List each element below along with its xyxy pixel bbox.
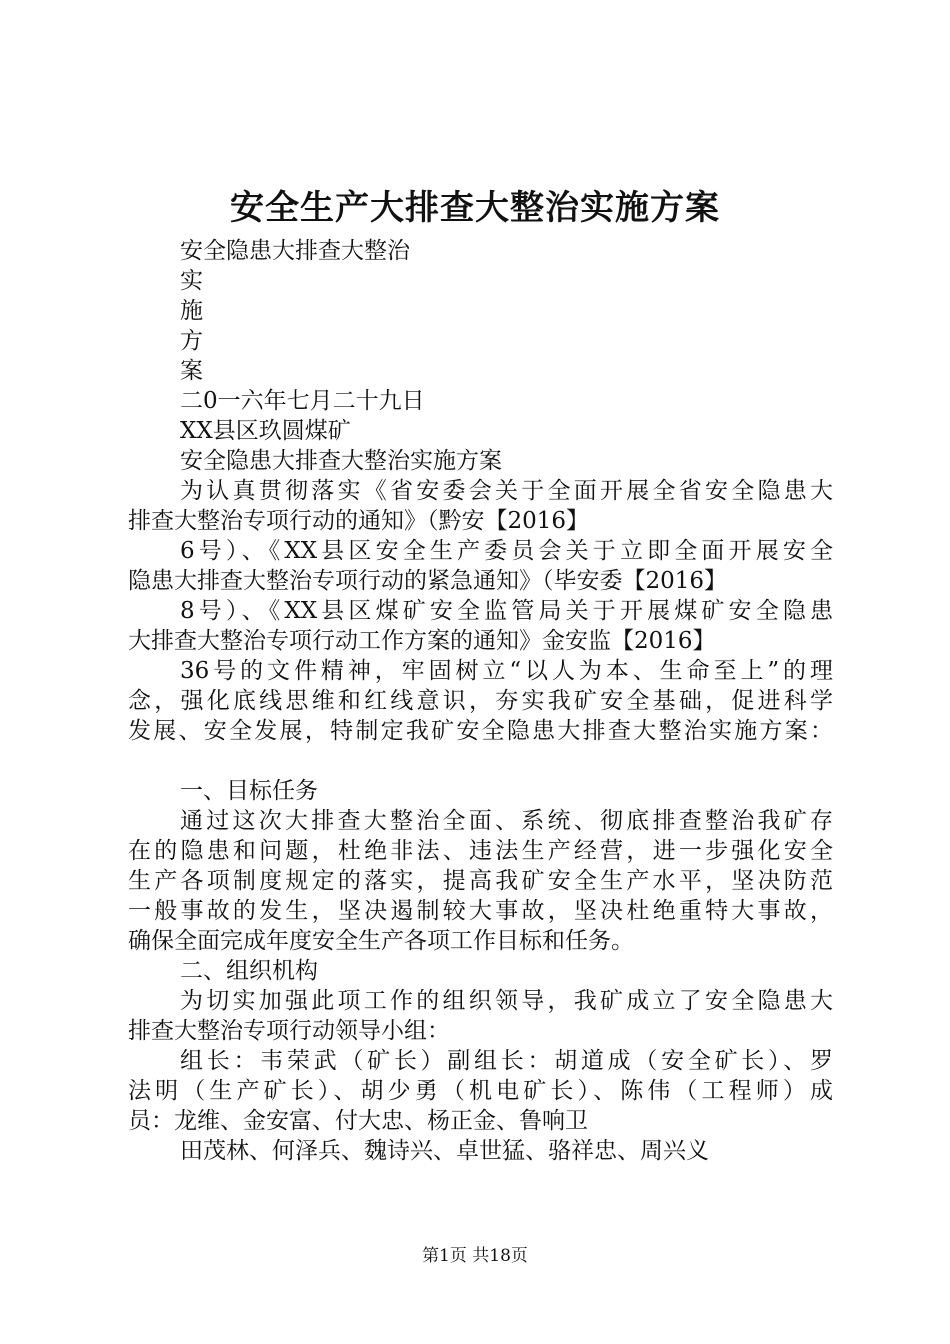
- section1-line: 一般事故的发生，坚决遏制较大事故，坚决杜绝重特大事故，: [128, 898, 833, 924]
- section2-line: 员：龙维、金安富、付大忠、杨正金、鲁响卫: [128, 1108, 588, 1134]
- intro-line: 6号）、《XX县区安全生产委员会关于立即全面开展安全: [180, 538, 833, 564]
- intro-line: 大排查大整治专项行动工作方案的通知》金安监【2016】: [128, 628, 716, 654]
- cover-line: 安全隐患大排查大整治: [180, 238, 410, 264]
- section1-line: 在的隐患和问题，杜绝非法、违法生产经营，进一步强化安全: [128, 838, 833, 864]
- cover-line: 施: [180, 298, 203, 324]
- document-title: 安全生产大排查大整治实施方案: [230, 188, 720, 228]
- intro-line: 念，强化底线思维和红线意识，夯实我矿安全基础，促进科学: [128, 688, 833, 714]
- cover-date: 二0一六年七月二十九日: [180, 388, 425, 414]
- section1-line: 确保全面完成年度安全生产各项工作目标和任务。: [128, 928, 634, 954]
- section2-line: 田茂林、何泽兵、魏诗兴、卓世猛、骆祥忠、周兴义: [180, 1138, 709, 1164]
- cover-line: 方: [180, 328, 203, 354]
- cover-subtitle: 安全隐患大排查大整治实施方案: [180, 448, 502, 474]
- intro-line: 36号的文件精神，牢固树立“以人为本、生命至上”的理: [180, 658, 833, 684]
- cover-line: 案: [180, 358, 203, 384]
- intro-line: 排查大整治专项行动的通知》（黔安【2016】: [128, 508, 590, 534]
- section1-line: 生产各项制度规定的落实，提高我矿安全生产水平，坚决防范: [128, 868, 833, 894]
- cover-organization: XX县区玖圆煤矿: [180, 418, 351, 444]
- section2-line: 为切实加强此项工作的组织领导，我矿成立了安全隐患大: [180, 988, 833, 1014]
- section-heading-organization: 二、组织机构: [180, 958, 318, 984]
- section2-line: 排查大整治专项行动领导小组：: [128, 1018, 450, 1044]
- section2-line: 组长：韦荣武（矿长）副组长：胡道成（安全矿长）、罗: [180, 1048, 833, 1074]
- intro-line: 隐患大排查大整治专项行动的紧急通知》（毕安委【2016】: [128, 568, 728, 594]
- section1-line: 通过这次大排查大整治全面、系统、彻底排查整治我矿存: [180, 808, 833, 834]
- paragraph-gap: [128, 746, 833, 776]
- intro-line: 8号）、《XX县区煤矿安全监管局关于开展煤矿安全隐患: [180, 598, 833, 624]
- intro-line: 发展、安全发展，特制定我矿安全隐患大排查大整治实施方案：: [128, 718, 833, 744]
- cover-line: 实: [180, 268, 203, 294]
- section2-line: 法明（生产矿长）、胡少勇（机电矿长）、陈伟（工程师）成: [128, 1078, 833, 1104]
- page-footer: 第1页 共18页: [422, 1246, 528, 1266]
- intro-line: 为认真贯彻落实《省安委会关于全面开展全省安全隐患大: [180, 478, 833, 504]
- section-heading-goals: 一、目标任务: [180, 778, 318, 804]
- document-body: [128, 236, 833, 1166]
